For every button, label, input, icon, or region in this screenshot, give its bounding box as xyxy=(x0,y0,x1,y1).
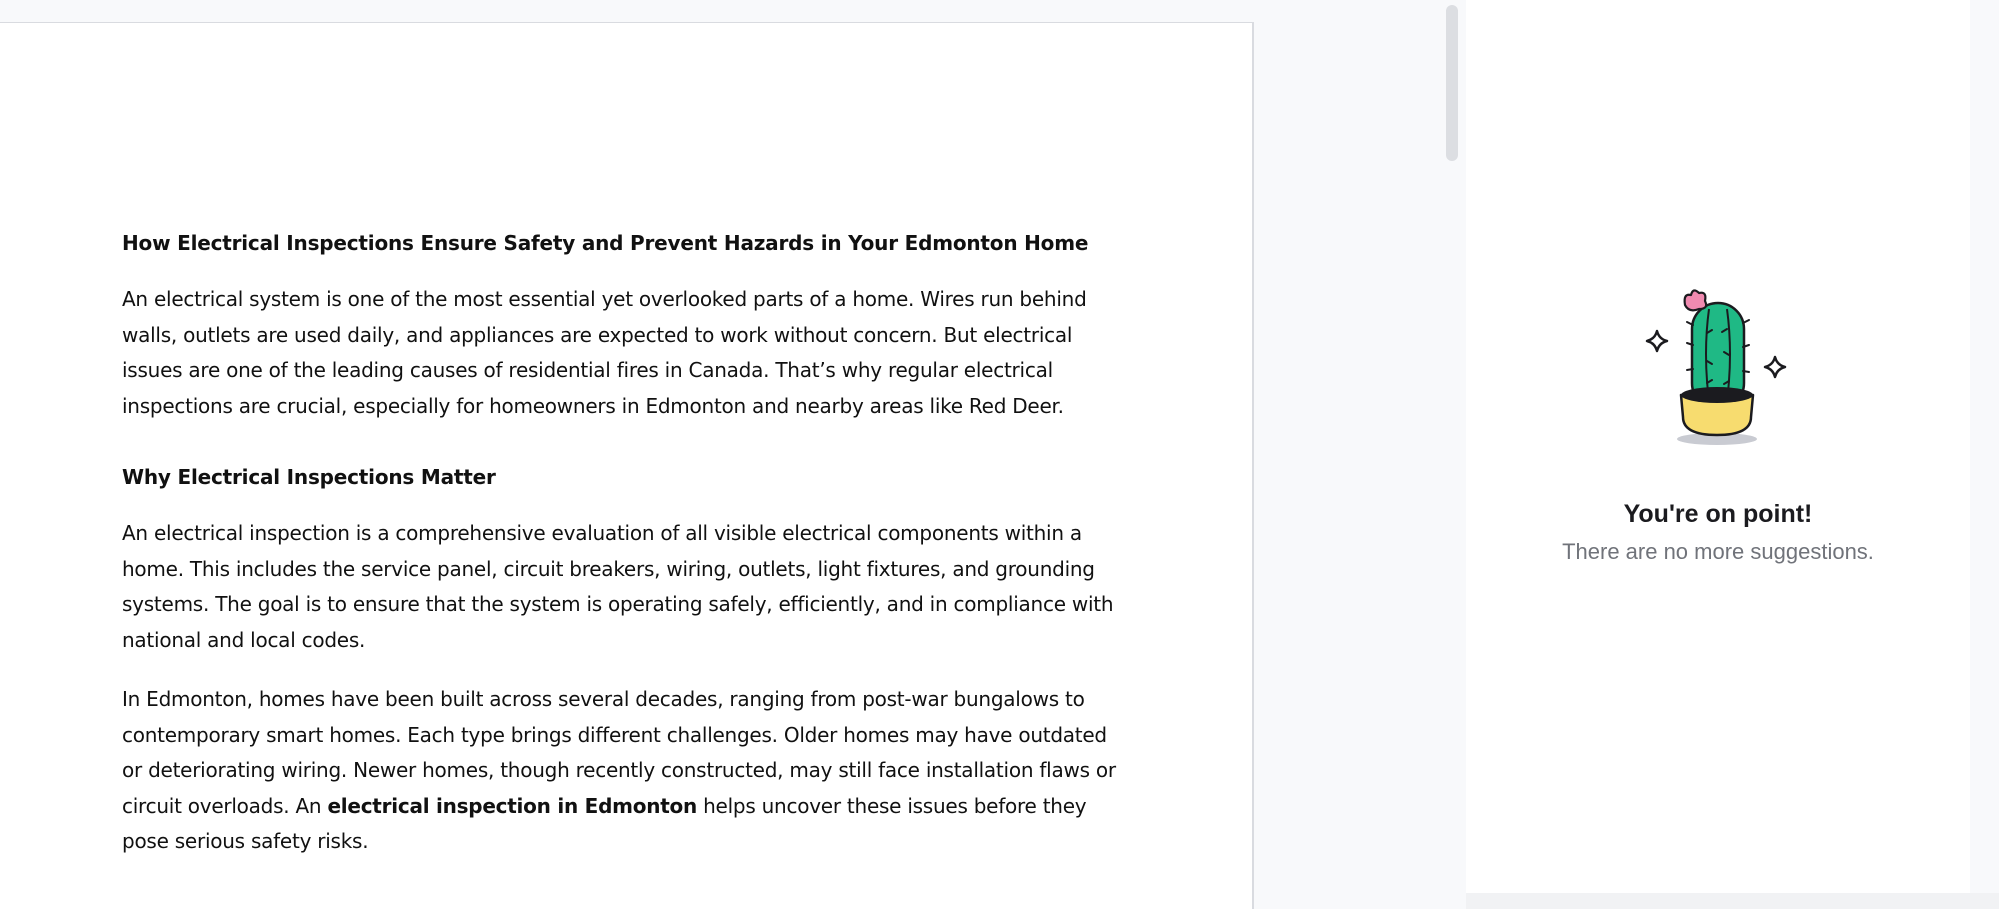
document-title: How Electrical Inspections Ensure Safety and Prevent Hazards in Your Edmonton Home xyxy=(122,231,1089,255)
intro-paragraph: An electrical system is one of the most essential yet overlooked parts of a home. Wires run behind walls, outlets are used daily, and appliances are expected to work without concern. But electrical issues are one of the leading causes of residential fires in Canada. That’s why regular electrical inspections are crucial, especially for homeowners in Edmonton and nearby areas like Red Deer. xyxy=(122,287,1087,418)
paragraph-2: An electrical inspection is a comprehensive evaluation of all visible electrical components within a home. This includes the service panel, circuit breakers, wiring, outlets, light fixtures, and grounding systems. The goal is to ensure that the system is operating safely, efficiently, and in compliance with national and local codes. xyxy=(122,521,1114,652)
cactus-illustration-icon xyxy=(1635,283,1805,453)
paragraph-3 xyxy=(122,682,1122,860)
panel-status-title: You're on point! xyxy=(1623,500,1813,528)
paragraph-3-bold-phrase: electrical inspection in Edmonton xyxy=(327,793,697,818)
panel-status-subtitle: There are no more suggestions. xyxy=(1562,539,1874,564)
document-body[interactable] xyxy=(122,226,1122,884)
paragraph-3-text-start: In Edmonton, homes have been built across several decades, ranging from post-war bungalows to contemporary smart homes. Each type brings different challenges. Older homes may have outdated or deteriorating wiring. Newer homes, though recently constructed, may still face installation flaws or circuit overloads. An xyxy=(122,687,1116,818)
panel-footer-strip xyxy=(1466,893,1999,909)
paragraph-3-text-end: helps uncover these issues before they pose serious safety risks. xyxy=(122,793,1087,853)
panel-edge xyxy=(1970,0,1999,893)
section-heading: Why Electrical Inspections Matter xyxy=(122,465,496,489)
scrollbar-thumb[interactable] xyxy=(1446,5,1458,161)
document-page[interactable] xyxy=(0,22,1254,909)
